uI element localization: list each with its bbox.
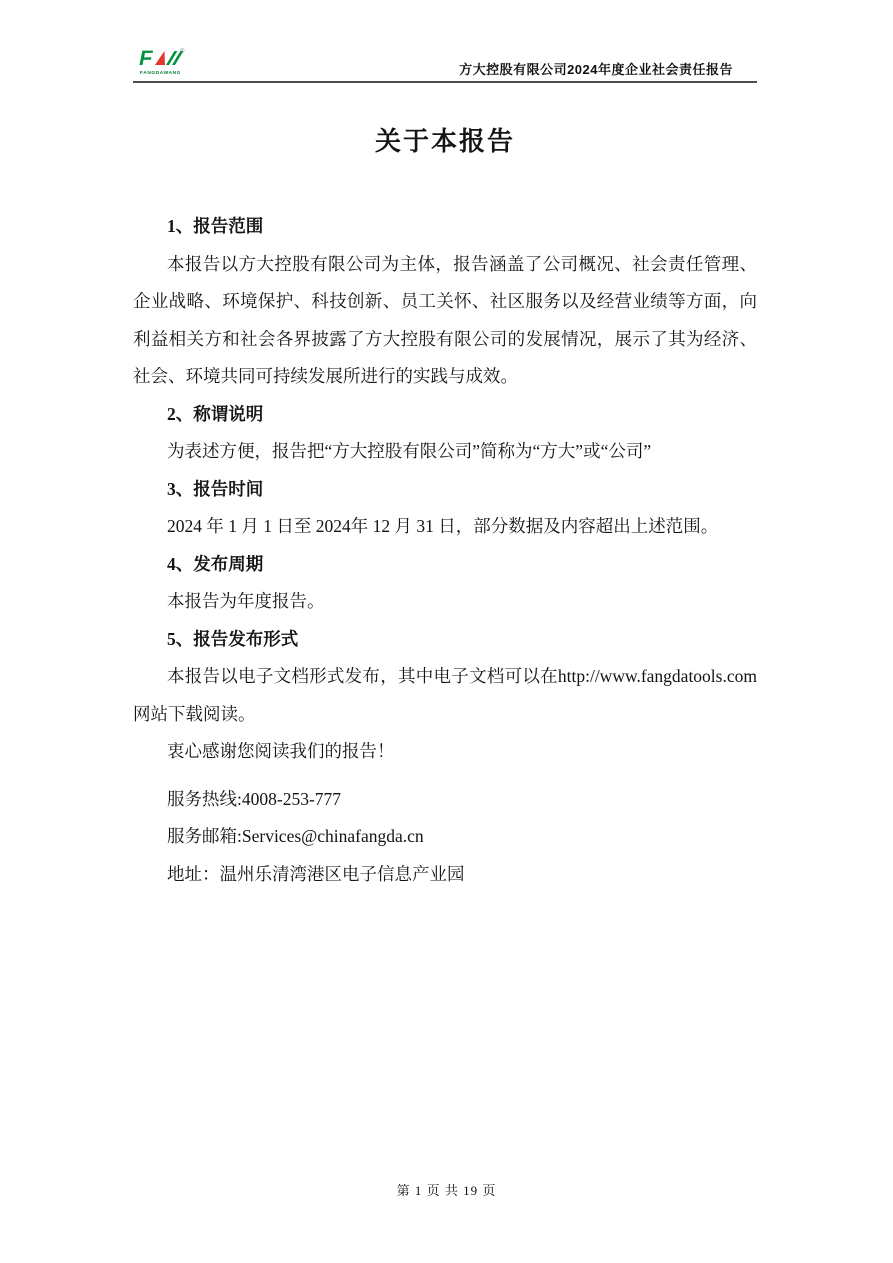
section-report-scope	[133, 208, 757, 396]
release-text-pre: 本报告以电子文档形式发布，其中电子文档可以在	[167, 666, 558, 686]
release-text-post: 网站下载阅读。	[133, 703, 256, 724]
thanks-line: 衷心感谢您阅读我们的报告！	[167, 741, 395, 761]
section-paragraph: 本报告以方大控股有限公司为主体，报告涵盖了公司概况、社会责任管理、企业战略、环境保护、科技创新、员工关怀、社区服务以及经营业绩等方面，向利益相关方和社会各界披露了方大控股有限公司的发展情况，展示了其为经济、社会、环境共同可持续发展所进行的实践与成效。	[133, 253, 757, 386]
section-paragraph: 为表述方便，报告把“方大控股有限公司”简称为“方大”或“公司”	[167, 441, 652, 461]
page-title: 关于本报告	[374, 127, 515, 156]
contact-block	[133, 781, 757, 894]
section-heading: 3、报告时间	[167, 478, 264, 499]
logo-registered-mark: ®	[180, 49, 185, 55]
section-paragraph: 本报告为年度报告。	[167, 591, 325, 611]
logo-red-wedge-icon	[155, 51, 168, 65]
website-link[interactable]: http://www.fangdatools.com	[557, 666, 757, 686]
section-report-period	[133, 471, 757, 546]
section-heading: 2、称谓说明	[167, 403, 264, 424]
section-paragraph: 2024 年 1 月 1 日至 2024年 12 月 31 日，部分数据及内容超出上述范围。	[167, 516, 719, 536]
contact-hotline: 服务热线:4008-253-777	[167, 788, 342, 809]
section-release-cycle	[133, 546, 757, 621]
contact-address: 地址：温州乐清湾港区电子信息产业园	[167, 863, 465, 884]
logo-wordmark: FANGDAWANG	[140, 71, 181, 76]
page-header	[133, 46, 757, 83]
fangda-logo	[133, 46, 187, 78]
section-paragraph	[133, 658, 757, 733]
document-header-title: 方大控股有限公司2024年度企业社会责任报告	[459, 62, 733, 77]
contact-email: 服务邮箱:Services@chinafangda.cn	[167, 826, 424, 846]
section-release-format	[133, 621, 757, 771]
section-heading: 5、报告发布形式	[167, 628, 299, 649]
section-heading: 1、报告范围	[167, 216, 264, 236]
page-number-footer: 第 1 页 共 19 页	[396, 1183, 497, 1198]
section-naming-convention	[133, 396, 757, 471]
logo-monogram-f: F	[136, 47, 155, 70]
report-body	[133, 122, 757, 893]
section-heading: 4、发布周期	[167, 553, 264, 574]
